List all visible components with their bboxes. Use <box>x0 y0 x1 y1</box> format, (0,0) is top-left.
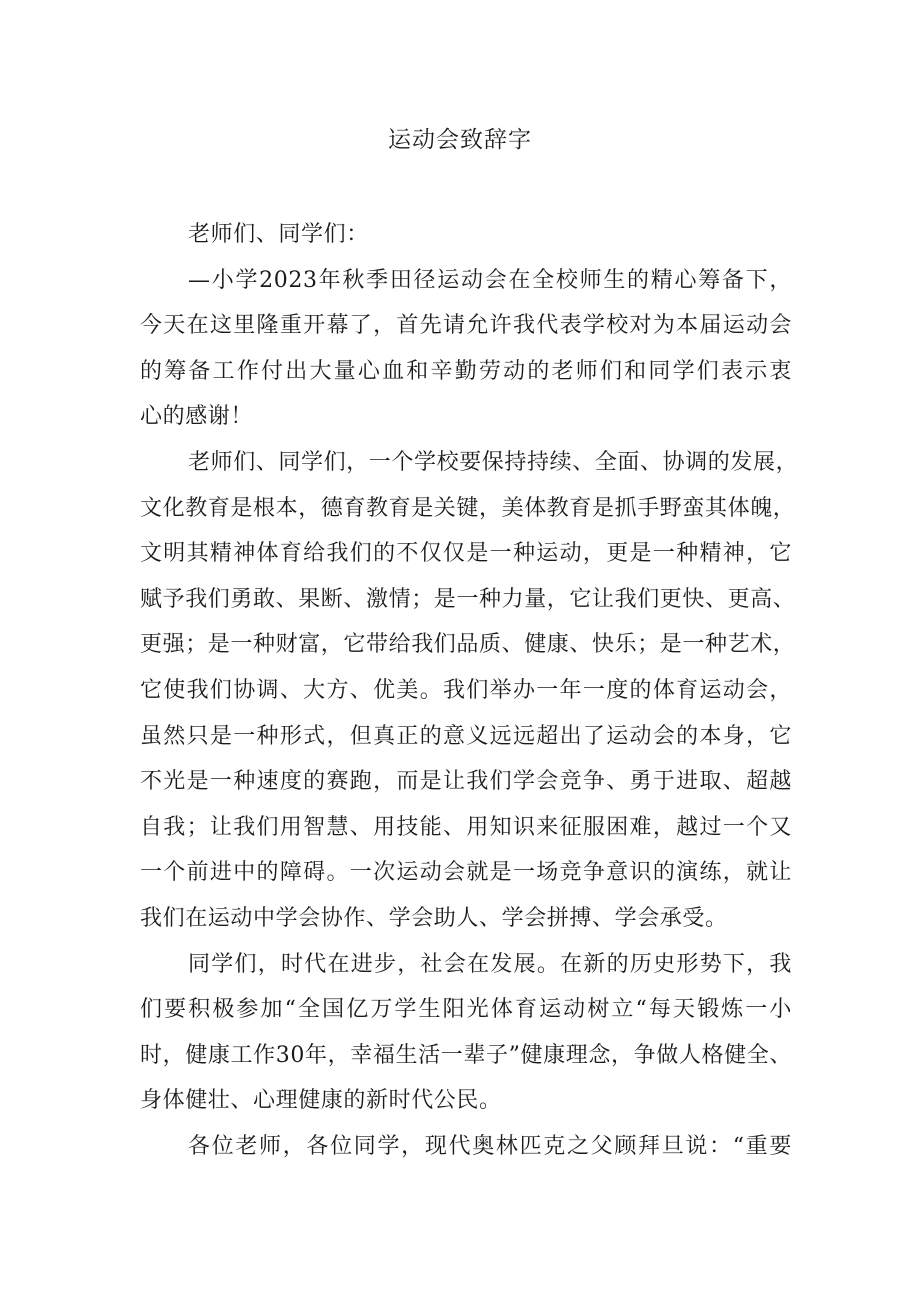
text-line: 今天在这里隆重开幕了，首先请允许我代表学校对为本届运动会 <box>140 313 792 339</box>
text-line: 一个前进中的障碍。一次运动会就是一场竞争意识的演练，就让 <box>140 860 792 886</box>
text-line: 老师们、同学们： <box>188 222 369 247</box>
text-line: 文化教育是根本，德育教育是关键，美体教育是抓手野蛮其体魄， <box>140 495 796 521</box>
speech-body <box>140 212 799 1169</box>
text-line: 自我；让我们用智慧、用技能、用知识来征服困难，越过一个又 <box>140 814 792 840</box>
text-line: 赋予我们勇敢、果断、激情；是一种力量，它让我们更快、更高、 <box>140 586 796 612</box>
text-line: 我们在运动中学会协作、学会助人、学会拼搏、学会承受。 <box>140 905 728 931</box>
text-line: 同学们，时代在进步，社会在发展。在新的历史形势下，我 <box>188 951 792 977</box>
text-line: 的筹备工作付出大量心血和辛勤劳动的老师们和同学们表示衷 <box>140 358 792 384</box>
page-title: 运动会致辞字 <box>388 127 532 153</box>
text-line: 各位老师，各位同学，现代奥林匹克之父顾拜旦说：“重要 <box>188 1133 792 1159</box>
text-line: 时，健康工作30年，幸福生活一辈子”健康理念，争做人格健全、 <box>140 1042 792 1068</box>
text-line: 们要积极参加“全国亿万学生阳光体育运动树立“每天锻炼一小 <box>140 997 792 1023</box>
text-line: 它使我们协调、大方、优美。我们举办一年一度的体育运动会， <box>140 677 792 703</box>
text-line: 老师们、同学们，一个学校要保持持续、全面、协调的发展， <box>188 449 799 475</box>
text-line: 身体健壮、心理健康的新时代公民。 <box>140 1088 502 1114</box>
text-line: 文明其精神体育给我们的不仅仅是一种运动，更是一种精神，它 <box>140 541 792 567</box>
text-line: 虽然只是一种形式，但真正的意义远远超出了运动会的本身，它 <box>140 723 792 749</box>
text-line: 心的感谢！ <box>140 404 254 430</box>
text-line: 不光是一种速度的赛跑，而是让我们学会竞争、勇于进取、超越 <box>140 769 792 795</box>
text-line: —小学2023年秋季田径运动会在全校师生的精心筹备下， <box>188 267 792 293</box>
text-line: 更强；是一种财富，它带给我们品质、健康、快乐；是一种艺术， <box>140 632 796 658</box>
